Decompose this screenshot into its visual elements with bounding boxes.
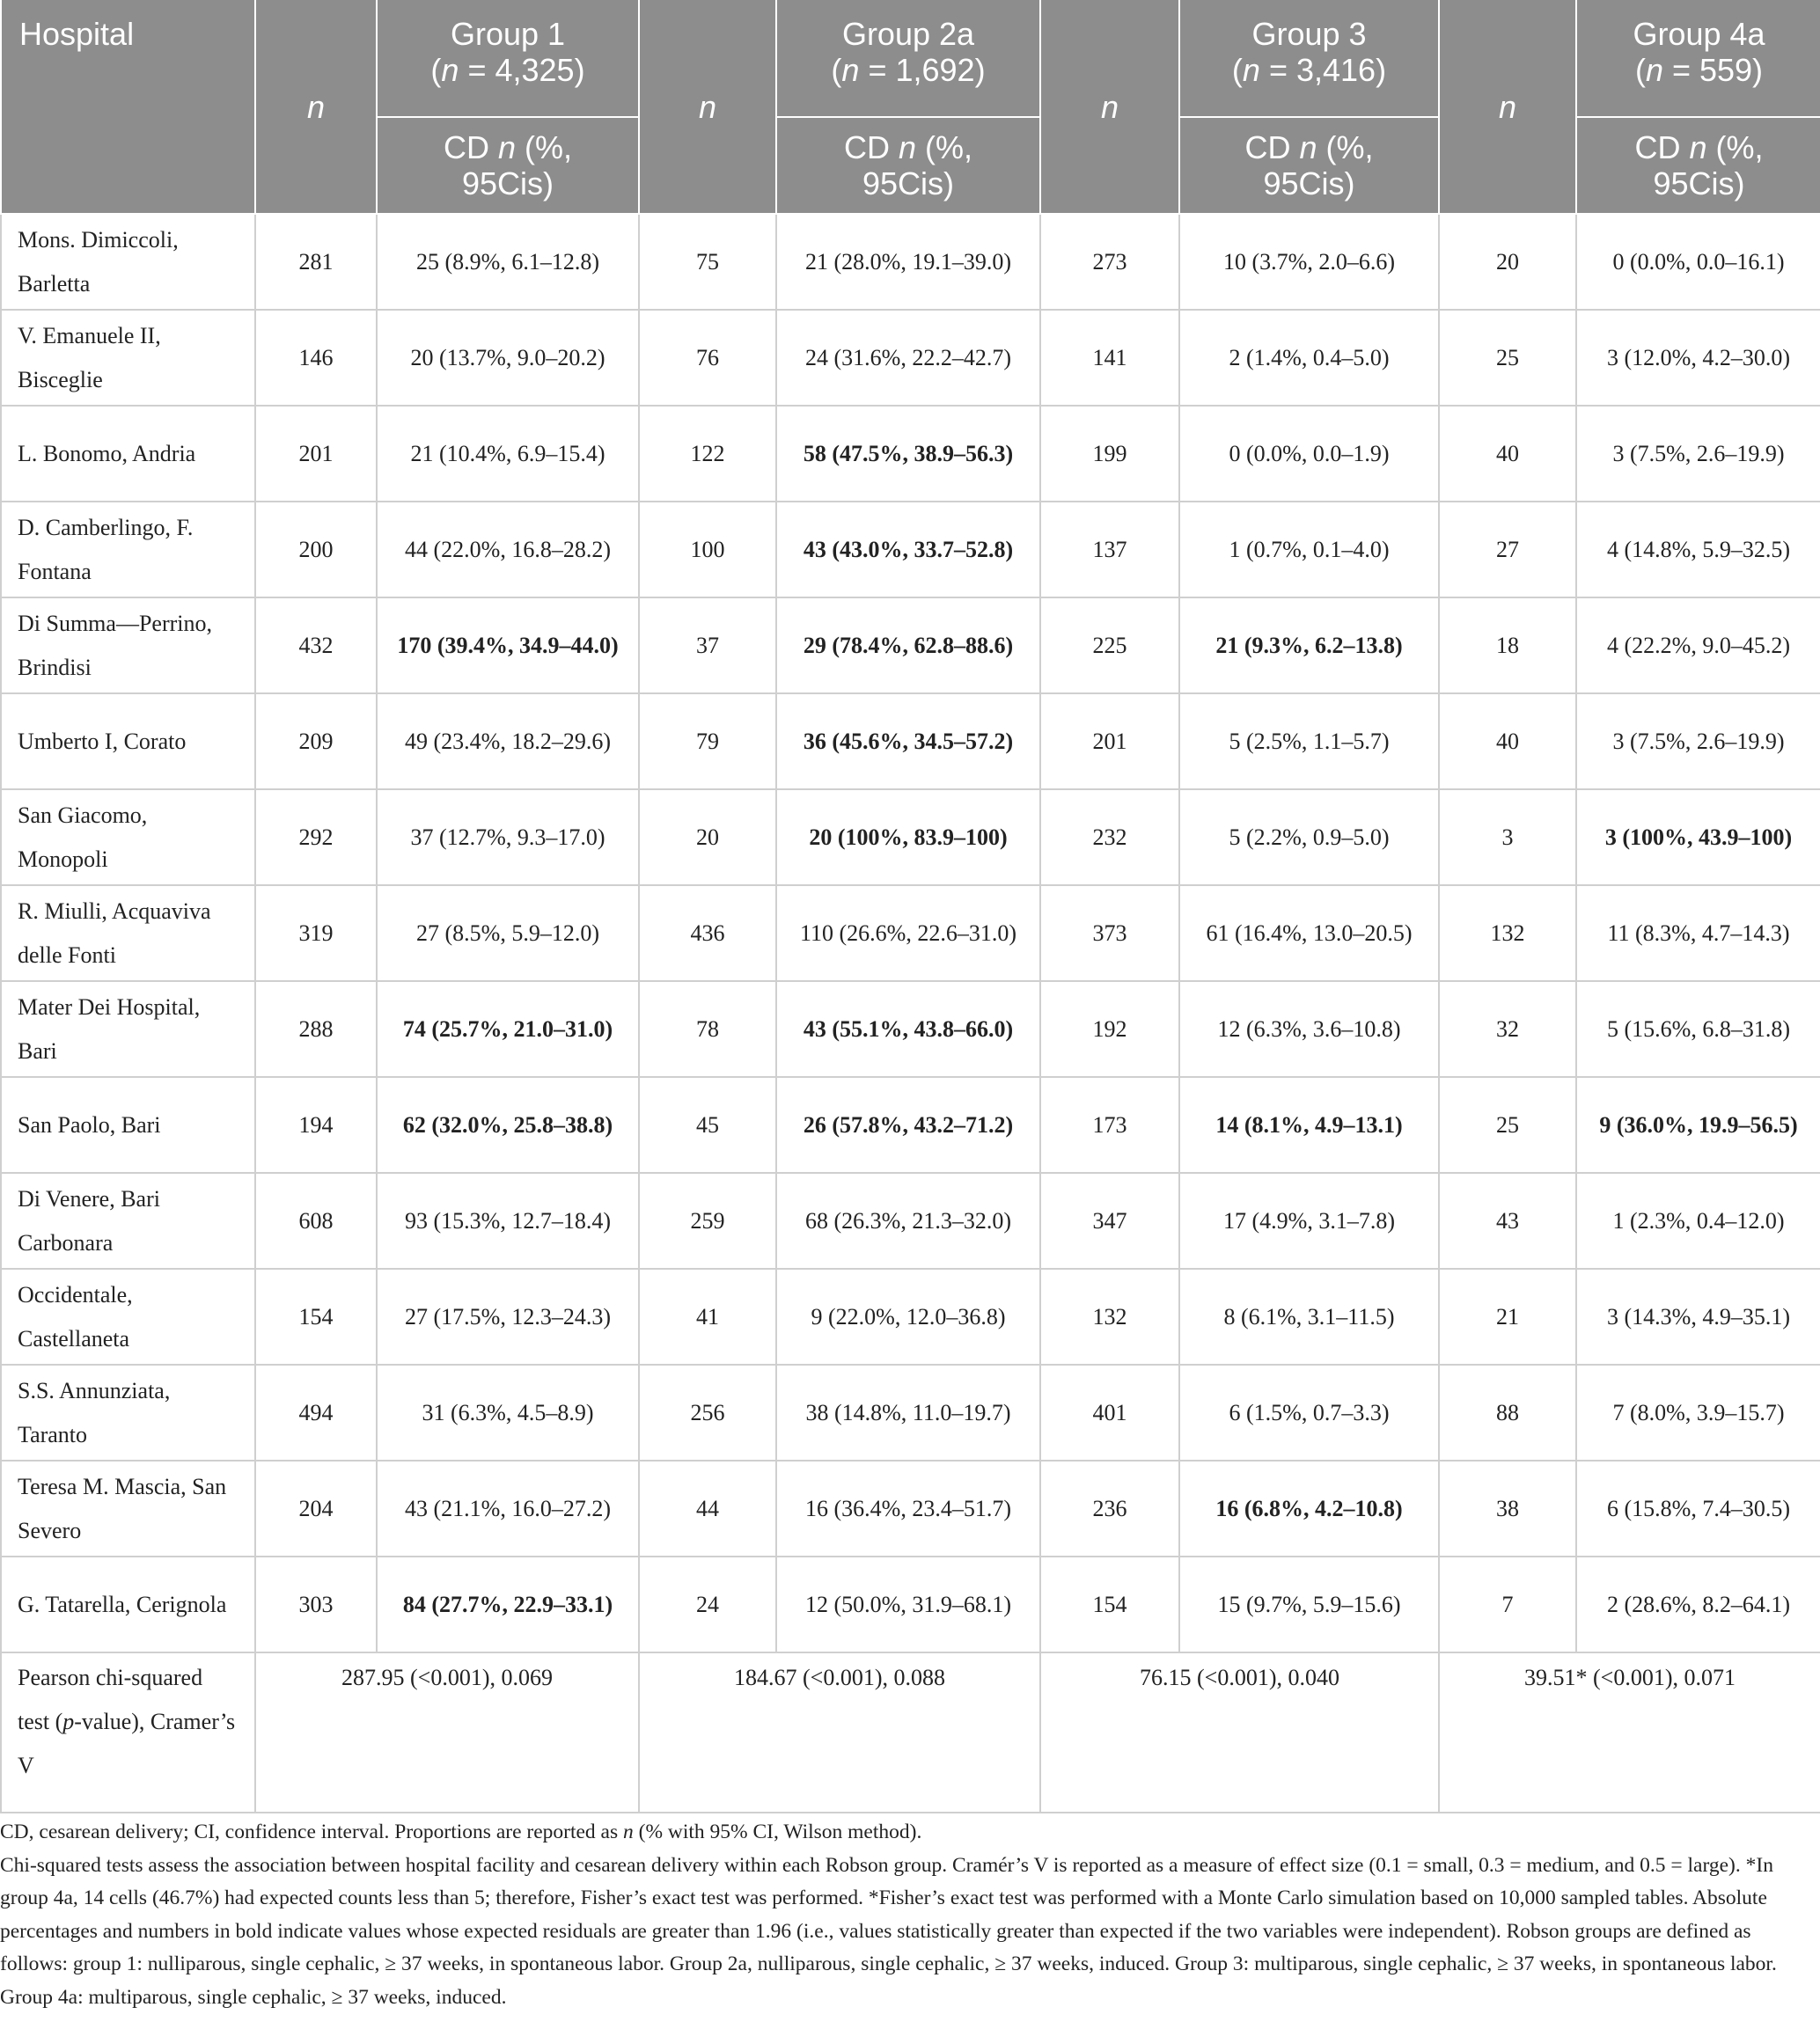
n-cell-group-3: 273 (1040, 214, 1179, 310)
n-cell-group-4a: 32 (1439, 981, 1576, 1077)
hospital-header: Hospital (1, 0, 255, 214)
group-n-open: ( (1634, 52, 1646, 88)
cd-ci-label: 95Cis) (1653, 165, 1745, 201)
table-row (1, 310, 1820, 406)
hospital-name: Mater Dei Hospital, Bari (1, 981, 255, 1077)
n-cell-group-4a: 25 (1439, 1077, 1576, 1173)
hospital-name: Umberto I, Corato (1, 693, 255, 789)
table-row (1, 1365, 1820, 1461)
n-cell-group-1: 154 (255, 1269, 377, 1365)
n-cell-group-1: 281 (255, 214, 377, 310)
n-cell-group-3: 373 (1040, 885, 1179, 981)
n-symbol: n (898, 129, 916, 165)
cd-cell-group-1: 74 (25.7%, 21.0–31.0) (377, 981, 639, 1077)
cd-cell-group-2a: 43 (43.0%, 33.7–52.8) (776, 502, 1040, 597)
chi-squared-value-group-3: 76.15 (<0.001), 0.040 (1040, 1652, 1439, 1813)
n-cell-group-3: 154 (1040, 1557, 1179, 1652)
n-symbol: n (841, 52, 860, 88)
n-cell-group-2a: 20 (639, 789, 776, 885)
n-cell-group-2a: 436 (639, 885, 776, 981)
cd-cell-group-3: 17 (4.9%, 3.1–7.8) (1179, 1173, 1439, 1269)
hospital-name: R. Miulli, Acquaviva delle Fonti (1, 885, 255, 981)
n-cell-group-2a: 76 (639, 310, 776, 406)
n-cell-group-2a: 75 (639, 214, 776, 310)
n-cell-group-2a: 78 (639, 981, 776, 1077)
n-cell-group-1: 204 (255, 1461, 377, 1557)
cd-cell-group-4a: 11 (8.3%, 4.7–14.3) (1576, 885, 1820, 981)
n-cell-group-2a: 259 (639, 1173, 776, 1269)
n-cell-group-2a: 256 (639, 1365, 776, 1461)
cd-cell-group-3: 21 (9.3%, 6.2–13.8) (1179, 597, 1439, 693)
cd-cell-group-4a: 3 (100%, 43.9–100) (1576, 789, 1820, 885)
n-cell-group-1: 432 (255, 597, 377, 693)
hospital-name: G. Tatarella, Cerignola (1, 1557, 255, 1652)
n-cell-group-4a: 18 (1439, 597, 1576, 693)
n-cell-group-1: 201 (255, 406, 377, 502)
cd-cell-group-3: 6 (1.5%, 0.7–3.3) (1179, 1365, 1439, 1461)
group-name: Group 1 (450, 16, 566, 52)
cd-cell-group-1: 25 (8.9%, 6.1–12.8) (377, 214, 639, 310)
cd-header (1179, 117, 1439, 214)
table-row (1, 693, 1820, 789)
n-cell-group-1: 303 (255, 1557, 377, 1652)
cd-cell-group-4a: 3 (12.0%, 4.2–30.0) (1576, 310, 1820, 406)
n-cell-group-3: 173 (1040, 1077, 1179, 1173)
n-cell-group-4a: 20 (1439, 214, 1576, 310)
table-row (1, 597, 1820, 693)
cd-prefix: CD (443, 129, 498, 165)
n-symbol: n (1498, 88, 1517, 125)
cd-cell-group-4a: 5 (15.6%, 6.8–31.8) (1576, 981, 1820, 1077)
cd-header (1576, 117, 1820, 214)
n-cell-group-1: 200 (255, 502, 377, 597)
hospital-name: Di Summa—Perrino, Brindisi (1, 597, 255, 693)
cd-cell-group-1: 170 (39.4%, 34.9–44.0) (377, 597, 639, 693)
table-body (1, 214, 1820, 1652)
hospital-name: Teresa M. Mascia, San Severo (1, 1461, 255, 1557)
n-cell-group-1: 292 (255, 789, 377, 885)
footnote-methods: Chi-squared tests assess the association between hospital facility and cesarean delivery within each Robson group. Cramér’s V is reported as a measure of effect size (0.1 = small, 0.3 = medium, and 0.5 = large). *In group 4a, 14 cells (46.7%) had expected counts less than 5; therefore, Fisher’s exact test was performed. *Fisher’s exact test was performed with a Monte Carlo simulation based on 10,000 sampled tables. Absolute percentages and numbers in bold indicate values whose expected residuals are greater than 1.96 (i.e., values statistically greater than expected if the two variables were independent). Robson groups are defined as follows: group 1: nulliparous, single cephalic, ≥ 37 weeks, in spontaneous labor. Group 2a, nulliparous, single cephalic, ≥ 37 weeks, induced. Group 3: multiparous, single cephalic, ≥ 37 weeks, in spontaneous labor. Group 4a: multiparous, single cephalic, ≥ 37 weeks, induced. (0, 1853, 1777, 2009)
chi-squared-value-group-1: 287.95 (<0.001), 0.069 (255, 1652, 639, 1813)
group-n-total: = 3,416) (1259, 52, 1387, 88)
cd-cell-group-3: 12 (6.3%, 3.6–10.8) (1179, 981, 1439, 1077)
cd-cell-group-3: 61 (16.4%, 13.0–20.5) (1179, 885, 1439, 981)
hospital-name: Di Venere, Bari Carbonara (1, 1173, 255, 1269)
n-cell-group-3: 137 (1040, 502, 1179, 597)
cd-cell-group-3: 15 (9.7%, 5.9–15.6) (1179, 1557, 1439, 1652)
table-row (1, 406, 1820, 502)
cd-cell-group-1: 93 (15.3%, 12.7–18.4) (377, 1173, 639, 1269)
cd-header (776, 117, 1040, 214)
n-cell-group-4a: 27 (1439, 502, 1576, 597)
cd-cell-group-2a: 38 (14.8%, 11.0–19.7) (776, 1365, 1040, 1461)
n-symbol: n (1100, 88, 1119, 125)
n-cell-group-3: 201 (1040, 693, 1179, 789)
cd-cell-group-1: 62 (32.0%, 25.8–38.8) (377, 1077, 639, 1173)
cd-cell-group-4a: 4 (14.8%, 5.9–32.5) (1576, 502, 1820, 597)
n-cell-group-4a: 43 (1439, 1173, 1576, 1269)
n-cell-group-1: 608 (255, 1173, 377, 1269)
hospital-name: Occidentale, Castellaneta (1, 1269, 255, 1365)
n-symbol: n (306, 88, 326, 125)
cd-suffix: (%, (916, 129, 973, 165)
n-cell-group-3: 236 (1040, 1461, 1179, 1557)
n-symbol: n (698, 88, 717, 125)
cd-cell-group-2a: 26 (57.8%, 43.2–71.2) (776, 1077, 1040, 1173)
n-header (1439, 0, 1576, 214)
cd-cell-group-3: 0 (0.0%, 0.0–1.9) (1179, 406, 1439, 502)
cd-cell-group-1: 84 (27.7%, 22.9–33.1) (377, 1557, 639, 1652)
n-cell-group-1: 209 (255, 693, 377, 789)
cd-prefix: CD (843, 129, 899, 165)
group-n-total: = 1,692) (859, 52, 986, 88)
n-cell-group-2a: 24 (639, 1557, 776, 1652)
group-n-open: ( (831, 52, 842, 88)
hospital-name: San Paolo, Bari (1, 1077, 255, 1173)
n-symbol: n (441, 52, 459, 88)
n-cell-group-2a: 44 (639, 1461, 776, 1557)
cd-ci-label: 95Cis) (461, 165, 554, 201)
cd-cell-group-2a: 16 (36.4%, 23.4–51.7) (776, 1461, 1040, 1557)
n-cell-group-1: 319 (255, 885, 377, 981)
n-cell-group-4a: 40 (1439, 406, 1576, 502)
cd-prefix: CD (1634, 129, 1690, 165)
n-cell-group-2a: 122 (639, 406, 776, 502)
n-cell-group-4a: 88 (1439, 1365, 1576, 1461)
n-cell-group-4a: 21 (1439, 1269, 1576, 1365)
cd-ci-label: 95Cis) (862, 165, 955, 201)
chi-squared-value-group-2a: 184.67 (<0.001), 0.088 (639, 1652, 1040, 1813)
cd-header (377, 117, 639, 214)
cd-cell-group-1: 44 (22.0%, 16.8–28.2) (377, 502, 639, 597)
cd-cell-group-2a: 43 (55.1%, 43.8–66.0) (776, 981, 1040, 1077)
cd-cell-group-3: 5 (2.2%, 0.9–5.0) (1179, 789, 1439, 885)
chi-squared-value-group-4a: 39.51* (<0.001), 0.071 (1439, 1652, 1820, 1813)
table-row (1, 1173, 1820, 1269)
n-cell-group-4a: 7 (1439, 1557, 1576, 1652)
cd-cell-group-2a: 9 (22.0%, 12.0–36.8) (776, 1269, 1040, 1365)
group-header (377, 0, 639, 117)
cd-suffix: (%, (1706, 129, 1764, 165)
cd-ci-label: 95Cis) (1263, 165, 1355, 201)
cd-cell-group-3: 16 (6.8%, 4.2–10.8) (1179, 1461, 1439, 1557)
header-row-groups (1, 0, 1820, 117)
cd-cell-group-4a: 7 (8.0%, 3.9–15.7) (1576, 1365, 1820, 1461)
n-cell-group-4a: 38 (1439, 1461, 1576, 1557)
cd-cell-group-4a: 1 (2.3%, 0.4–12.0) (1576, 1173, 1820, 1269)
cd-cell-group-2a: 20 (100%, 83.9–100) (776, 789, 1040, 885)
n-cell-group-3: 225 (1040, 597, 1179, 693)
n-cell-group-2a: 37 (639, 597, 776, 693)
cd-cell-group-3: 10 (3.7%, 2.0–6.6) (1179, 214, 1439, 310)
cd-cell-group-4a: 9 (36.0%, 19.9–56.5) (1576, 1077, 1820, 1173)
n-cell-group-4a: 3 (1439, 789, 1576, 885)
n-cell-group-2a: 100 (639, 502, 776, 597)
group-n-open: ( (1231, 52, 1243, 88)
table-row (1, 502, 1820, 597)
table-row (1, 1557, 1820, 1652)
n-cell-group-4a: 40 (1439, 693, 1576, 789)
cd-cell-group-4a: 4 (22.2%, 9.0–45.2) (1576, 597, 1820, 693)
group-n-open: ( (430, 52, 442, 88)
cd-cell-group-2a: 21 (28.0%, 19.1–39.0) (776, 214, 1040, 310)
n-symbol: n (1299, 129, 1317, 165)
n-symbol: n (1689, 129, 1707, 165)
table-row (1, 885, 1820, 981)
n-cell-group-1: 494 (255, 1365, 377, 1461)
cd-cell-group-3: 14 (8.1%, 4.9–13.1) (1179, 1077, 1439, 1173)
n-cell-group-1: 194 (255, 1077, 377, 1173)
cd-cell-group-1: 43 (21.1%, 16.0–27.2) (377, 1461, 639, 1557)
table-row (1, 1077, 1820, 1173)
table-row (1, 214, 1820, 310)
cd-cell-group-3: 8 (6.1%, 3.1–11.5) (1179, 1269, 1439, 1365)
n-cell-group-2a: 41 (639, 1269, 776, 1365)
cd-cell-group-2a: 36 (45.6%, 34.5–57.2) (776, 693, 1040, 789)
cd-cell-group-2a: 110 (26.6%, 22.6–31.0) (776, 885, 1040, 981)
cd-cell-group-4a: 3 (14.3%, 4.9–35.1) (1576, 1269, 1820, 1365)
hospital-name: L. Bonomo, Andria (1, 406, 255, 502)
cd-cell-group-2a: 24 (31.6%, 22.2–42.7) (776, 310, 1040, 406)
group-n-total: = 559) (1662, 52, 1764, 88)
cd-cell-group-2a: 68 (26.3%, 21.3–32.0) (776, 1173, 1040, 1269)
cd-prefix: CD (1244, 129, 1300, 165)
group-name: Group 4a (1633, 16, 1765, 52)
group-n-total: = 4,325) (459, 52, 585, 88)
cd-cell-group-3: 1 (0.7%, 0.1–4.0) (1179, 502, 1439, 597)
n-cell-group-1: 288 (255, 981, 377, 1077)
table-row (1, 1461, 1820, 1557)
n-header (255, 0, 377, 214)
group-header (776, 0, 1040, 117)
n-cell-group-4a: 132 (1439, 885, 1576, 981)
hospital-name: S.S. Annunziata, Taranto (1, 1365, 255, 1461)
cd-cell-group-1: 20 (13.7%, 9.0–20.2) (377, 310, 639, 406)
group-header (1179, 0, 1439, 117)
cd-cell-group-4a: 0 (0.0%, 0.0–16.1) (1576, 214, 1820, 310)
cd-cell-group-2a: 12 (50.0%, 31.9–68.1) (776, 1557, 1040, 1652)
cd-cell-group-1: 21 (10.4%, 6.9–15.4) (377, 406, 639, 502)
table-row (1, 1269, 1820, 1365)
n-cell-group-1: 146 (255, 310, 377, 406)
n-cell-group-3: 132 (1040, 1269, 1179, 1365)
group-name: Group 2a (841, 16, 975, 52)
cd-suffix: (%, (1317, 129, 1374, 165)
cd-cell-group-1: 27 (17.5%, 12.3–24.3) (377, 1269, 639, 1365)
cd-cell-group-3: 5 (2.5%, 1.1–5.7) (1179, 693, 1439, 789)
n-cell-group-3: 232 (1040, 789, 1179, 885)
footnote-abbreviations: CD, cesarean delivery; CI, confidence interval. Proportions are reported as n (% with 95% CI, Wilson method). (0, 1821, 922, 1843)
n-cell-group-3: 141 (1040, 310, 1179, 406)
n-header (639, 0, 776, 214)
n-cell-group-2a: 45 (639, 1077, 776, 1173)
cd-cell-group-1: 31 (6.3%, 4.5–8.9) (377, 1365, 639, 1461)
n-cell-group-3: 401 (1040, 1365, 1179, 1461)
n-header (1040, 0, 1179, 214)
cd-cell-group-2a: 29 (78.4%, 62.8–88.6) (776, 597, 1040, 693)
n-symbol: n (1645, 52, 1663, 88)
n-cell-group-4a: 25 (1439, 310, 1576, 406)
chi-squared-label: Pearson chi-squared test (p-value), Cramer’s V (1, 1652, 255, 1813)
n-cell-group-2a: 79 (639, 693, 776, 789)
hospital-name: V. Emanuele II, Bisceglie (1, 310, 255, 406)
n-cell-group-3: 199 (1040, 406, 1179, 502)
cd-cell-group-4a: 3 (7.5%, 2.6–19.9) (1576, 406, 1820, 502)
cd-cell-group-2a: 58 (47.5%, 38.9–56.3) (776, 406, 1040, 502)
group-name: Group 3 (1251, 16, 1367, 52)
cd-cell-group-1: 27 (8.5%, 5.9–12.0) (377, 885, 639, 981)
table-row (1, 789, 1820, 885)
n-symbol: n (497, 129, 516, 165)
hospital-name: D. Camberlingo, F. Fontana (1, 502, 255, 597)
group-header (1576, 0, 1820, 117)
table-footnotes (0, 1816, 1813, 2014)
table-row (1, 981, 1820, 1077)
n-symbol: n (1242, 52, 1260, 88)
cd-cell-group-4a: 2 (28.6%, 8.2–64.1) (1576, 1557, 1820, 1652)
hospital-name: San Giacomo, Monopoli (1, 789, 255, 885)
cd-suffix: (%, (516, 129, 573, 165)
n-cell-group-3: 192 (1040, 981, 1179, 1077)
hospital-name: Mons. Dimiccoli, Barletta (1, 214, 255, 310)
cd-cell-group-1: 37 (12.7%, 9.3–17.0) (377, 789, 639, 885)
cd-cell-group-1: 49 (23.4%, 18.2–29.6) (377, 693, 639, 789)
cd-cell-group-3: 2 (1.4%, 0.4–5.0) (1179, 310, 1439, 406)
n-cell-group-3: 347 (1040, 1173, 1179, 1269)
chi-squared-row (1, 1652, 1820, 1813)
cd-cell-group-4a: 6 (15.8%, 7.4–30.5) (1576, 1461, 1820, 1557)
cd-cell-group-4a: 3 (7.5%, 2.6–19.9) (1576, 693, 1820, 789)
